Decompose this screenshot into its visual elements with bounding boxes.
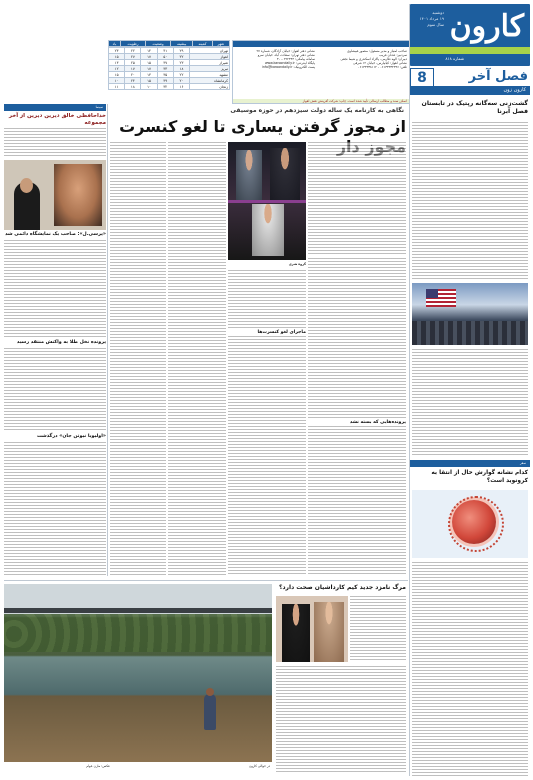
main-subhead-1: ماجرای لغو کنسرت‌ها — [228, 330, 306, 336]
right-column-kicker2 — [410, 460, 530, 467]
weather-value: ۱۷ — [141, 54, 157, 60]
virus-spikes — [448, 496, 504, 552]
weather-city: کرمانشاه — [190, 78, 230, 84]
right-column-label-text: کارون زون — [503, 87, 526, 93]
person-2 — [314, 602, 344, 662]
right-column-body-2 — [412, 349, 528, 457]
weather-value: ۲۳ — [109, 48, 125, 54]
weather-value: ۱۷ — [125, 66, 141, 72]
weather-box — [108, 40, 230, 102]
weather-city: اهواز — [190, 54, 230, 60]
weather-value: ۲۰ — [125, 72, 141, 78]
weather-value: ۱۴ — [141, 48, 157, 54]
left-kicker-text: سینما — [95, 105, 103, 109]
info-lines-right — [317, 49, 407, 69]
left-headline: خداحافظی خالق دیرین دیرین از آخر مجموعه — [8, 113, 106, 126]
main-body-right — [308, 142, 406, 254]
weather-value: ۳۵ — [157, 72, 173, 78]
left-subhead-1: «پرسی.ل»: صاحب یک نمایشگاه دائمی شد — [5, 232, 106, 237]
info-line: دبیران: الهه طارمی، پاکزاد اسکندری و شیما نجفی — [340, 57, 407, 61]
right-column-headline: گشت‌زنی سه‌گانه رپتیک در تابستان فصل آبرنا — [421, 100, 528, 115]
photo-caption-right: در حوالی کارون — [248, 764, 270, 768]
stage-light — [228, 200, 306, 203]
singer-1 — [236, 150, 262, 200]
right-column-label — [410, 86, 530, 95]
weather-col: شهر — [212, 41, 229, 47]
weather-value: ۱۸ — [173, 66, 189, 72]
boy-head — [206, 688, 214, 696]
masthead — [410, 4, 530, 84]
weather-table — [108, 40, 230, 47]
volume: سال سوم — [427, 22, 444, 27]
weather-value: ۱۸ — [125, 84, 141, 90]
left-body-1 — [4, 128, 106, 158]
weather-value: ۵۰ — [157, 54, 173, 60]
weather-city: شیراز — [190, 60, 230, 66]
weather-value: ۱۵ — [109, 72, 125, 78]
issue-number: شماره ۸۱۸ — [445, 56, 464, 61]
info-ad-line: نشانی دفتر اهواز: خیابان آزادگان، شماره ۲۷ — [256, 49, 315, 53]
weather-value: ۳۲ — [173, 54, 189, 60]
weather-value: ۳۲ — [157, 84, 173, 90]
left-photo — [4, 160, 106, 230]
weather-value: ۱۰ — [109, 78, 125, 84]
weather-value: ۱۵ — [109, 54, 125, 60]
weather-col: باد — [109, 41, 121, 47]
weather-value: ۲۵ — [125, 60, 141, 66]
info-lines-left — [235, 49, 315, 69]
bottom-body-2 — [276, 666, 406, 774]
weather-value: ۳۷ — [157, 60, 173, 66]
weather-city: زنجان — [190, 84, 230, 90]
weather-row — [109, 84, 230, 90]
masthead-banner — [410, 4, 530, 66]
guitarist — [252, 204, 284, 256]
section-rule — [4, 580, 408, 581]
crowd-shape — [412, 321, 528, 345]
column-rule — [107, 104, 108, 576]
left-body-4 — [4, 442, 106, 576]
weather-value: ۳۹ — [157, 78, 173, 84]
weather-header-row — [109, 41, 230, 47]
flag-canton — [426, 289, 438, 298]
bottom-headline: مرگ نامزد جدید کیم کارداشیان صحت دارد؟ — [279, 584, 406, 591]
weather-col: کمینه — [193, 41, 212, 47]
weather-value: ۲۲ — [173, 72, 189, 78]
weather-value: ۲۴ — [125, 78, 141, 84]
left-subhead-3: «اولیویا نیوتن جان» درگذشت — [36, 434, 106, 439]
info-line: صاحب امتیاز و مدیر مسئول: منصور غبیشاوی — [346, 49, 407, 53]
river-photo — [4, 584, 272, 762]
weather-value: ۱۳ — [109, 60, 125, 66]
main-headline: از مجوز گرفتن یساری تا لغو کنسرت — [119, 117, 406, 136]
weather-body — [108, 47, 230, 90]
right-column-headline2: کدام نشانه گوارش حال از انتقا به کرونوید است؟ — [431, 470, 528, 484]
info-box-header — [233, 41, 409, 47]
main-subhead-2: پرونده‌هایی که بسته نشد — [308, 420, 406, 426]
page-number: 8 — [417, 70, 427, 86]
main-photo-caption: گروه هنری — [288, 262, 306, 266]
weather-value: ۲۲ — [125, 48, 141, 54]
right-column-photo — [412, 283, 528, 345]
weather-value: ۱۵ — [141, 60, 157, 66]
left-body-3 — [4, 348, 106, 432]
masthead-strip — [410, 47, 530, 54]
info-line: سردبیر: عدنان غریب — [379, 53, 407, 57]
info-box — [232, 40, 410, 104]
weather-city: تبریز — [190, 66, 230, 72]
photo-caption-left: عکس: مازن عوام — [86, 764, 110, 768]
weather-value: ۱۳ — [141, 72, 157, 78]
main-photo — [228, 142, 306, 260]
left-body-2 — [4, 240, 106, 338]
left-kicker — [4, 104, 106, 111]
woman-face — [20, 178, 33, 193]
main-body-col3 — [228, 270, 306, 576]
poster-face — [54, 164, 102, 226]
celebrity-photo — [276, 596, 348, 662]
weather-value: ۲۳ — [173, 60, 189, 66]
info-line: تلفن: ۰۶۱۳۳۳۳۴۳۴۶ - ۰۶۱۳۳۳۳۸۱۱۲ — [358, 65, 407, 69]
weather-value: ۲۹ — [173, 48, 189, 54]
right-column-body-1 — [412, 122, 528, 280]
right-column-kicker2-text: سفر — [519, 461, 526, 465]
main-body-col5 — [110, 142, 166, 576]
person-1 — [282, 604, 310, 662]
info-ad-line: پایگاه اینترنتی: www.karoondaily.ir — [264, 61, 315, 65]
info-ad-line: نشانی دفتر تهران: سعادت آباد، خیابان سرو — [257, 53, 315, 57]
weather-city: مشهد — [190, 72, 230, 78]
left-subhead-2: پرونده نخل طلا به واکنش منتقد رسید — [16, 340, 106, 345]
info-ad-line: سامانه پیامکی: ۳۰۰۰۲۲۲۳۴۴ — [276, 57, 315, 61]
page-number-box — [410, 68, 434, 88]
weather-value: ۴۱ — [157, 48, 173, 54]
right-column-body-3 — [412, 562, 528, 776]
masthead-logo: کارون — [449, 9, 524, 44]
section-title: فصل آخر — [468, 69, 528, 84]
weather-col: وضعیت — [145, 41, 170, 47]
weather-value: ۱۶ — [173, 84, 189, 90]
main-body-col2 — [308, 258, 406, 576]
weather-col: بیشینه — [171, 41, 193, 47]
date-full: ۱۹ مرداد ۱۴۰۱ — [419, 16, 444, 21]
bridge-shape — [4, 608, 272, 613]
weather-city: تهران — [190, 48, 230, 54]
weather-col: رطوبت — [120, 41, 145, 47]
column-rule — [409, 4, 410, 776]
bottom-body-1 — [350, 596, 406, 662]
weather-value: ۱۱ — [109, 84, 125, 90]
weather-value: ۳۳ — [157, 66, 173, 72]
info-ad-line: پست الکترونیک: info@karoondaily.ir — [261, 65, 315, 69]
weather-value: ۱۵ — [141, 78, 157, 84]
weather-value: ۱۲ — [109, 66, 125, 72]
info-line: نشانی اهواز: کیانپارس، خیابان ۱۲ شرقی — [353, 61, 407, 65]
weather-value: ۲۷ — [125, 54, 141, 60]
covid-illustration — [412, 490, 528, 558]
weather-value: ۲۰ — [173, 78, 189, 84]
info-footer: اسکن سند و مطالب ارسالی تأیید شده است. چاپ: شرکت آفرینش نقش اهواز — [233, 99, 409, 103]
main-kicker: نگاهی به کارنامه یک ساله دولت سیزدهم در حوزه موسیقی — [230, 107, 404, 114]
weather-value: ۱۰ — [141, 84, 157, 90]
boy-figure — [204, 694, 216, 730]
singer-2 — [270, 148, 300, 200]
tree-line — [4, 614, 272, 652]
date-day: دوشنبه — [432, 10, 444, 15]
main-body-col4 — [168, 142, 226, 576]
weather-value: ۱۷ — [141, 66, 157, 72]
